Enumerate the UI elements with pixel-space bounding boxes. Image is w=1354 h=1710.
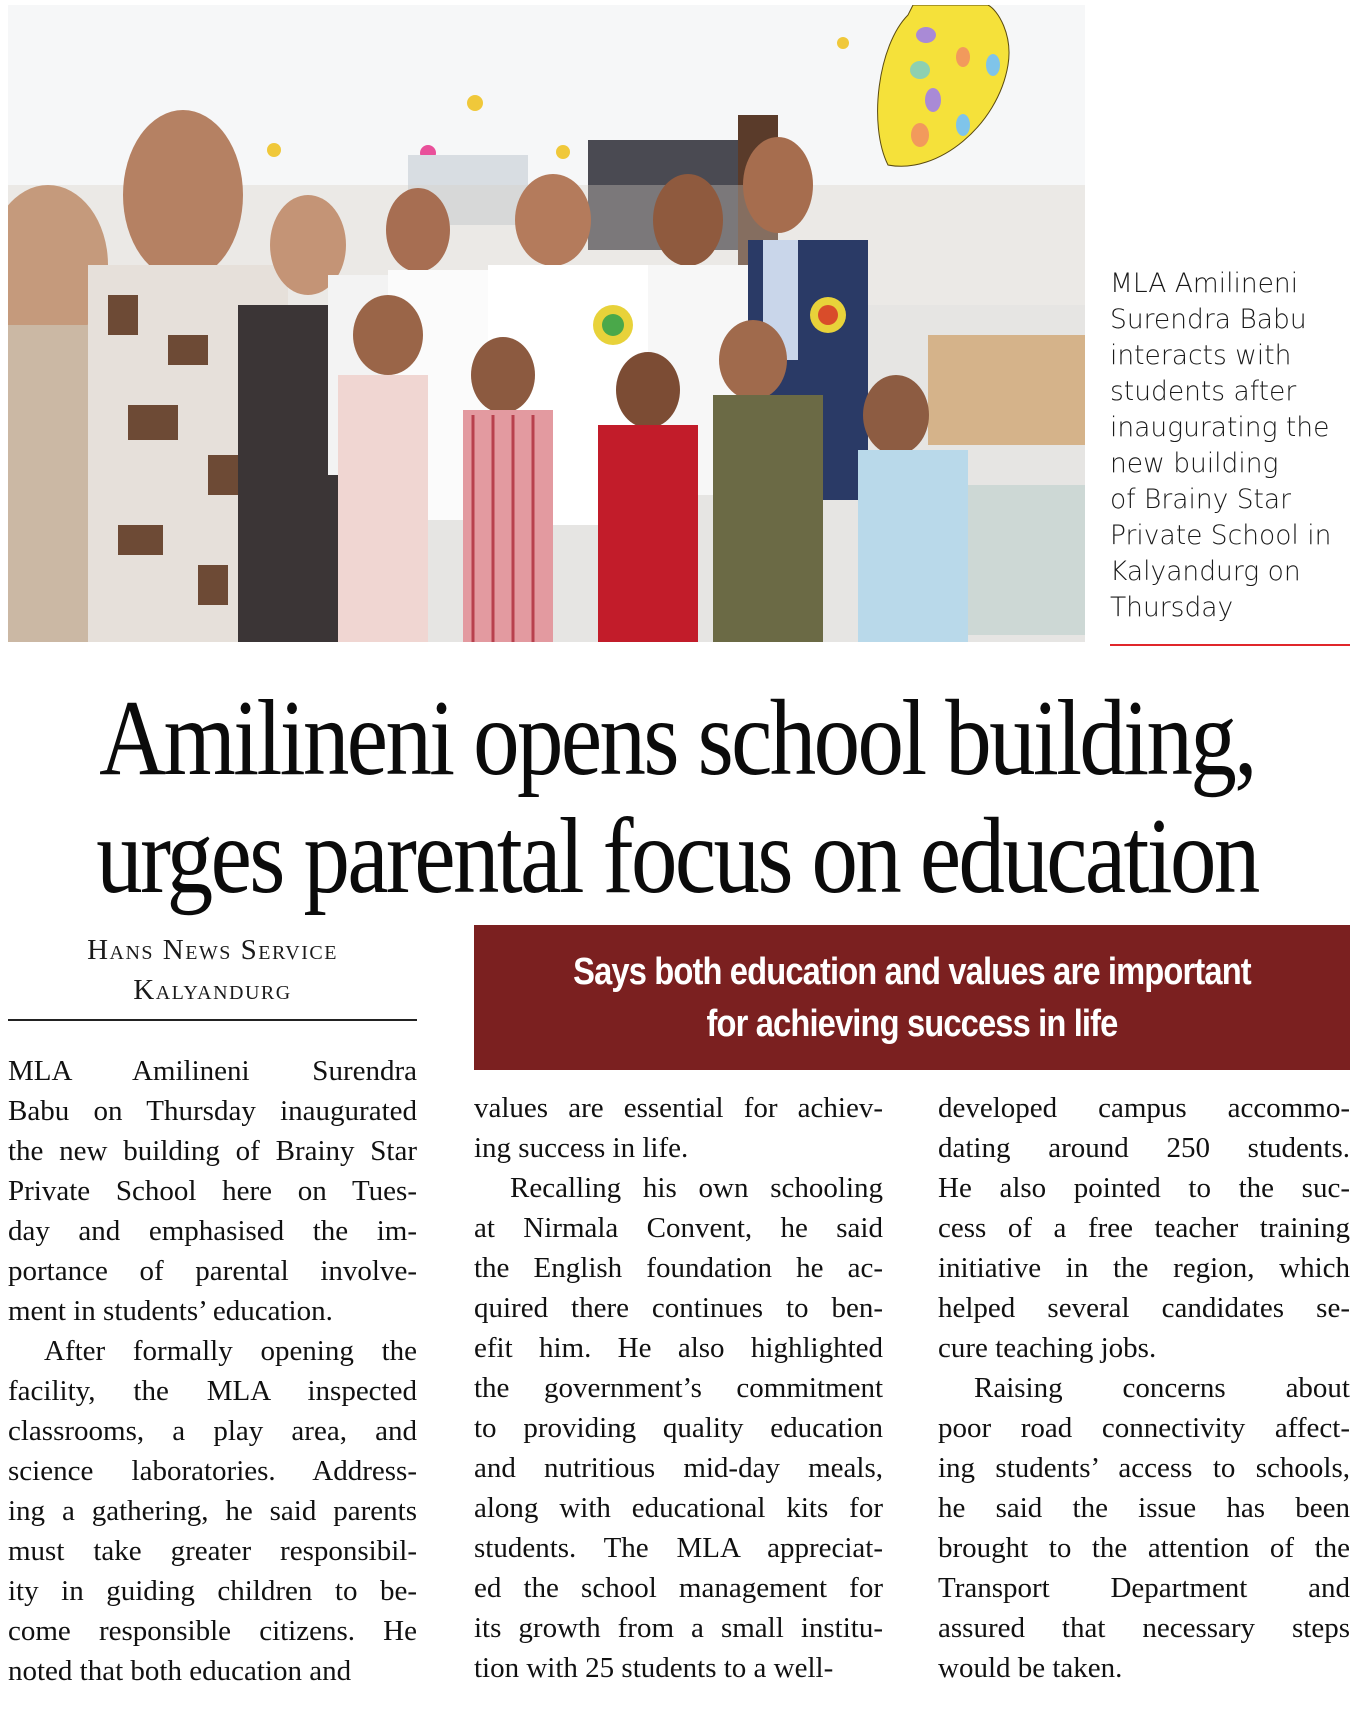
article-line: brought to the attention of the: [938, 1532, 1350, 1564]
article-line: Raising concerns about: [974, 1372, 1350, 1404]
byline-dateline: Kalyandurg: [133, 974, 292, 1006]
article-line: Transport Department and: [938, 1572, 1350, 1604]
article-line: students. The MLA appreciat-: [474, 1532, 883, 1564]
caption-line: new building: [1110, 448, 1279, 479]
article-line: would be taken.: [938, 1652, 1123, 1684]
article-line: assured that necessary steps: [938, 1612, 1350, 1644]
article-line: poor road connectivity affect-: [938, 1412, 1350, 1444]
article-column-1: [8, 1051, 417, 1691]
byline: [8, 930, 417, 1010]
article-line: cess of a free teacher training: [938, 1212, 1350, 1244]
byline-divider: [8, 1019, 417, 1021]
article-column-3: [938, 1088, 1350, 1688]
article-line: he said the issue has been: [938, 1492, 1350, 1524]
caption-line: Surendra Babu: [1110, 304, 1307, 335]
caption-divider: [1110, 644, 1350, 646]
caption-line: Thursday: [1110, 592, 1234, 623]
article-line: science laboratories. Address-: [8, 1455, 417, 1487]
article-line: cure teaching jobs.: [938, 1332, 1157, 1364]
caption-line: Private School in: [1110, 520, 1332, 551]
deck-line-2: for achieving success in life: [706, 1002, 1118, 1045]
article-line: Recalling his own schooling: [510, 1172, 883, 1204]
article-line: must take greater responsibil-: [8, 1535, 417, 1567]
article-line: at Nirmala Convent, he said: [474, 1212, 883, 1244]
article-line: and nutritious mid-day meals,: [474, 1452, 883, 1484]
news-photo: [8, 5, 1085, 642]
article-line: the new building of Brainy Star: [8, 1135, 417, 1167]
article-line: helped several candidates se-: [938, 1292, 1350, 1324]
caption-line: of Brainy Star: [1110, 484, 1292, 515]
article-line: MLA Amilineni Surendra: [8, 1055, 417, 1087]
article-line: quired there continues to ben-: [474, 1292, 883, 1324]
article-line: ing a gathering, he said parents: [8, 1495, 417, 1527]
article-line: the English foundation he ac-: [474, 1252, 883, 1284]
photo-caption: [1110, 266, 1350, 626]
article-line: along with educational kits for: [474, 1492, 883, 1524]
article-line: developed campus accommo-: [938, 1092, 1350, 1124]
article-line: ity in guiding children to be-: [8, 1575, 417, 1607]
article-line: Babu on Thursday inaugurated: [8, 1095, 417, 1127]
byline-agency: Hans News Service: [87, 934, 338, 966]
article-line: the government’s commitment: [474, 1372, 883, 1404]
article-line: ing success in life.: [474, 1132, 689, 1164]
article-line: dating around 250 students.: [938, 1132, 1350, 1164]
article-column-2: [474, 1088, 883, 1688]
caption-line: inaugurating the: [1110, 412, 1330, 443]
article-line: efit him. He also highlighted: [474, 1332, 883, 1364]
article-line: ment in students’ education.: [8, 1295, 333, 1327]
headline-line-2: urges parental focus on education: [96, 797, 1258, 916]
article-line: to providing quality education: [474, 1412, 883, 1444]
headline-line-1: Amilineni opens school building,: [99, 679, 1255, 798]
article-line: ed the school management for: [474, 1572, 883, 1604]
article-line: day and emphasised the im-: [8, 1215, 417, 1247]
headline: [95, 680, 1259, 916]
deck-box: [474, 925, 1350, 1070]
photo-illustration: [8, 5, 1085, 642]
article-line: its growth from a small institu-: [474, 1612, 883, 1644]
caption-line: MLA Amilineni: [1110, 268, 1299, 299]
article-line: ing students’ access to schools,: [938, 1452, 1350, 1484]
article-line: initiative in the region, which: [938, 1252, 1350, 1284]
article-line: portance of parental involve-: [8, 1255, 417, 1287]
article-line: tion with 25 students to a well-: [474, 1652, 834, 1684]
article-line: Private School here on Tues-: [8, 1175, 417, 1207]
caption-line: students after: [1110, 376, 1297, 407]
deck-line-1: Says both education and values are important: [573, 950, 1251, 993]
caption-line: Kalyandurg on: [1110, 556, 1301, 587]
article-line: values are essential for achiev-: [474, 1092, 883, 1124]
article-line: come responsible citizens. He: [8, 1615, 417, 1647]
article-line: He also pointed to the suc-: [938, 1172, 1350, 1204]
article-line: facility, the MLA inspected: [8, 1375, 417, 1407]
article-line: noted that both education and: [8, 1655, 352, 1687]
article-line: classrooms, a play area, and: [8, 1415, 417, 1447]
caption-line: interacts with: [1110, 340, 1292, 371]
article-line: After formally opening the: [44, 1335, 417, 1367]
